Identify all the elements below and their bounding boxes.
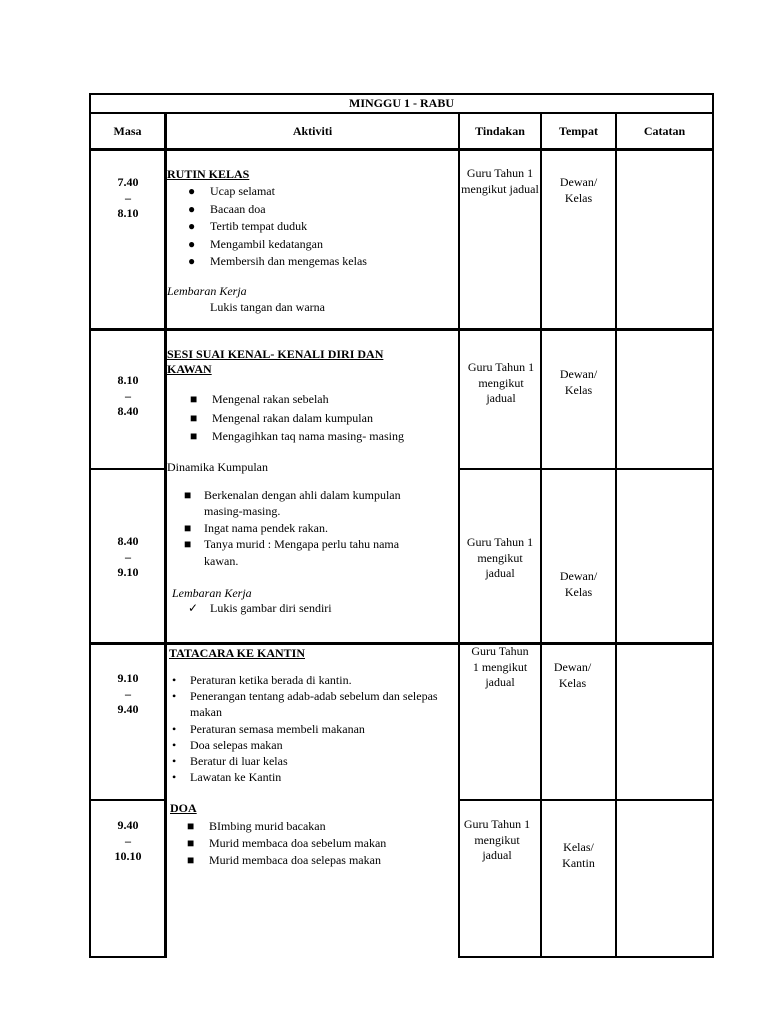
worksheet-item: Lukis tangan dan warna xyxy=(210,300,325,314)
list-item: • Doa selepas makan xyxy=(172,737,283,752)
list-item: ■ Tanya murid : Mengapa perlu tahu nama xyxy=(184,537,400,552)
activity-heading: DOA xyxy=(170,801,197,815)
table-border-row3-bottom xyxy=(89,642,714,645)
header-masa: Masa xyxy=(113,124,142,138)
list-item: ● Membersih dan mengemas kelas xyxy=(188,254,367,268)
table-border-title-bottom xyxy=(89,112,714,114)
tempat-cell: Kelas/ Kantin xyxy=(562,840,595,870)
list-item: ■ Mengagihkan taq nama masing- masing xyxy=(190,429,404,443)
header-aktiviti: Aktiviti xyxy=(292,124,333,138)
table-border-right xyxy=(712,93,714,958)
tempat-cell: Dewan/ Kelas xyxy=(559,175,598,205)
column-divider-tindakan xyxy=(540,112,542,958)
tindakan-cell: Guru Tahun 1 mengikut jadual xyxy=(471,644,529,689)
header-catatan: Catatan xyxy=(643,124,686,138)
list-item: ● Mengambil kedatangan xyxy=(188,236,323,251)
check-icon: ✓ xyxy=(188,601,199,615)
header-tempat: Tempat xyxy=(559,124,598,138)
worksheet-label: Lembaran Kerja xyxy=(167,284,247,298)
header-tindakan: Tindakan xyxy=(475,124,525,138)
activity-heading: SESI SUAI KENAL- KENALI DIRI DAN KAWAN xyxy=(167,347,384,376)
list-item: kawan. xyxy=(204,553,239,568)
table-border-row4-bottom-right xyxy=(458,799,714,801)
table-border-row4-bottom-left xyxy=(89,799,166,801)
list-item: ■ Mengenal rakan dalam kumpulan xyxy=(190,410,373,425)
table-border-bottom-right xyxy=(458,956,714,958)
list-item: • Penerangan tentang adab-adab sebelum dan selepas xyxy=(172,689,438,704)
time-slot: 8.40 – 9.10 xyxy=(117,534,139,579)
list-item: ■ Mengenal rakan sebelah xyxy=(190,392,329,406)
table-title: MINGGU 1 - RABU xyxy=(349,96,454,110)
activity-list xyxy=(190,390,404,446)
table-border-bottom-left xyxy=(89,956,166,958)
column-divider-tempat xyxy=(615,112,617,958)
tindakan-cell: Guru Tahun 1 mengikut jadual xyxy=(463,817,531,862)
time-slot: 8.10 – 8.40 xyxy=(117,373,139,418)
list-item: • Peraturan ketika berada di kantin. xyxy=(172,673,352,687)
activity-heading: RUTIN KELAS xyxy=(167,167,250,181)
list-item: • Beratur di luar kelas xyxy=(172,754,288,769)
time-slot: 9.40 – 10.10 xyxy=(114,818,142,863)
activity-list xyxy=(187,818,387,869)
list-item: ■ Berkenalan dengan ahli dalam kumpulan xyxy=(184,488,401,502)
activity-list xyxy=(172,672,438,785)
list-item: ■ Murid membaca doa sebelum makan xyxy=(187,836,387,850)
tempat-cell: Dewan/ Kelas xyxy=(553,660,592,690)
table-border-header-bottom xyxy=(89,148,714,151)
tindakan-cell: Guru Tahun 1 mengikut jadual xyxy=(461,166,539,196)
time-slot: 9.10 – 9.40 xyxy=(117,671,139,716)
time-slot: 7.40 – 8.10 xyxy=(117,175,139,220)
worksheet-label: Lembaran Kerja xyxy=(172,586,252,600)
list-item: ● Ucap selamat xyxy=(188,184,275,198)
group-dynamics-label: Dinamika Kumpulan xyxy=(167,460,268,474)
activity-list xyxy=(184,487,401,569)
table-border-top xyxy=(89,93,714,95)
tempat-cell: Dewan/ Kelas xyxy=(559,569,598,599)
tempat-cell: Dewan/ Kelas xyxy=(559,367,598,397)
table-border-row2-bottom-right xyxy=(458,468,714,470)
table-border-row2-bottom-left xyxy=(89,468,166,470)
list-item: ■ BImbing murid bacakan xyxy=(187,819,326,833)
activity-heading: TATACARA KE KANTIN xyxy=(169,646,306,660)
list-item: makan xyxy=(190,705,222,720)
activity-list xyxy=(188,183,367,271)
list-item: masing-masing. xyxy=(204,504,281,519)
list-item: ● Bacaan doa xyxy=(188,201,266,216)
tindakan-cell: Guru Tahun 1 mengikut jadual xyxy=(467,360,535,405)
table-border-row1-bottom xyxy=(89,328,714,331)
worksheet-item: ✓ Lukis gambar diri sendiri xyxy=(188,601,332,615)
list-item: ● Tertib tempat duduk xyxy=(188,219,308,233)
list-item: ■ Ingat nama pendek rakan. xyxy=(184,520,328,535)
list-item: • Peraturan semasa membeli makanan xyxy=(172,721,365,736)
list-item: • Lawatan ke Kantin xyxy=(172,770,282,785)
list-item: ■ Murid membaca doa selepas makan xyxy=(187,853,381,867)
tindakan-cell: Guru Tahun 1 mengikut jadual xyxy=(466,535,534,580)
